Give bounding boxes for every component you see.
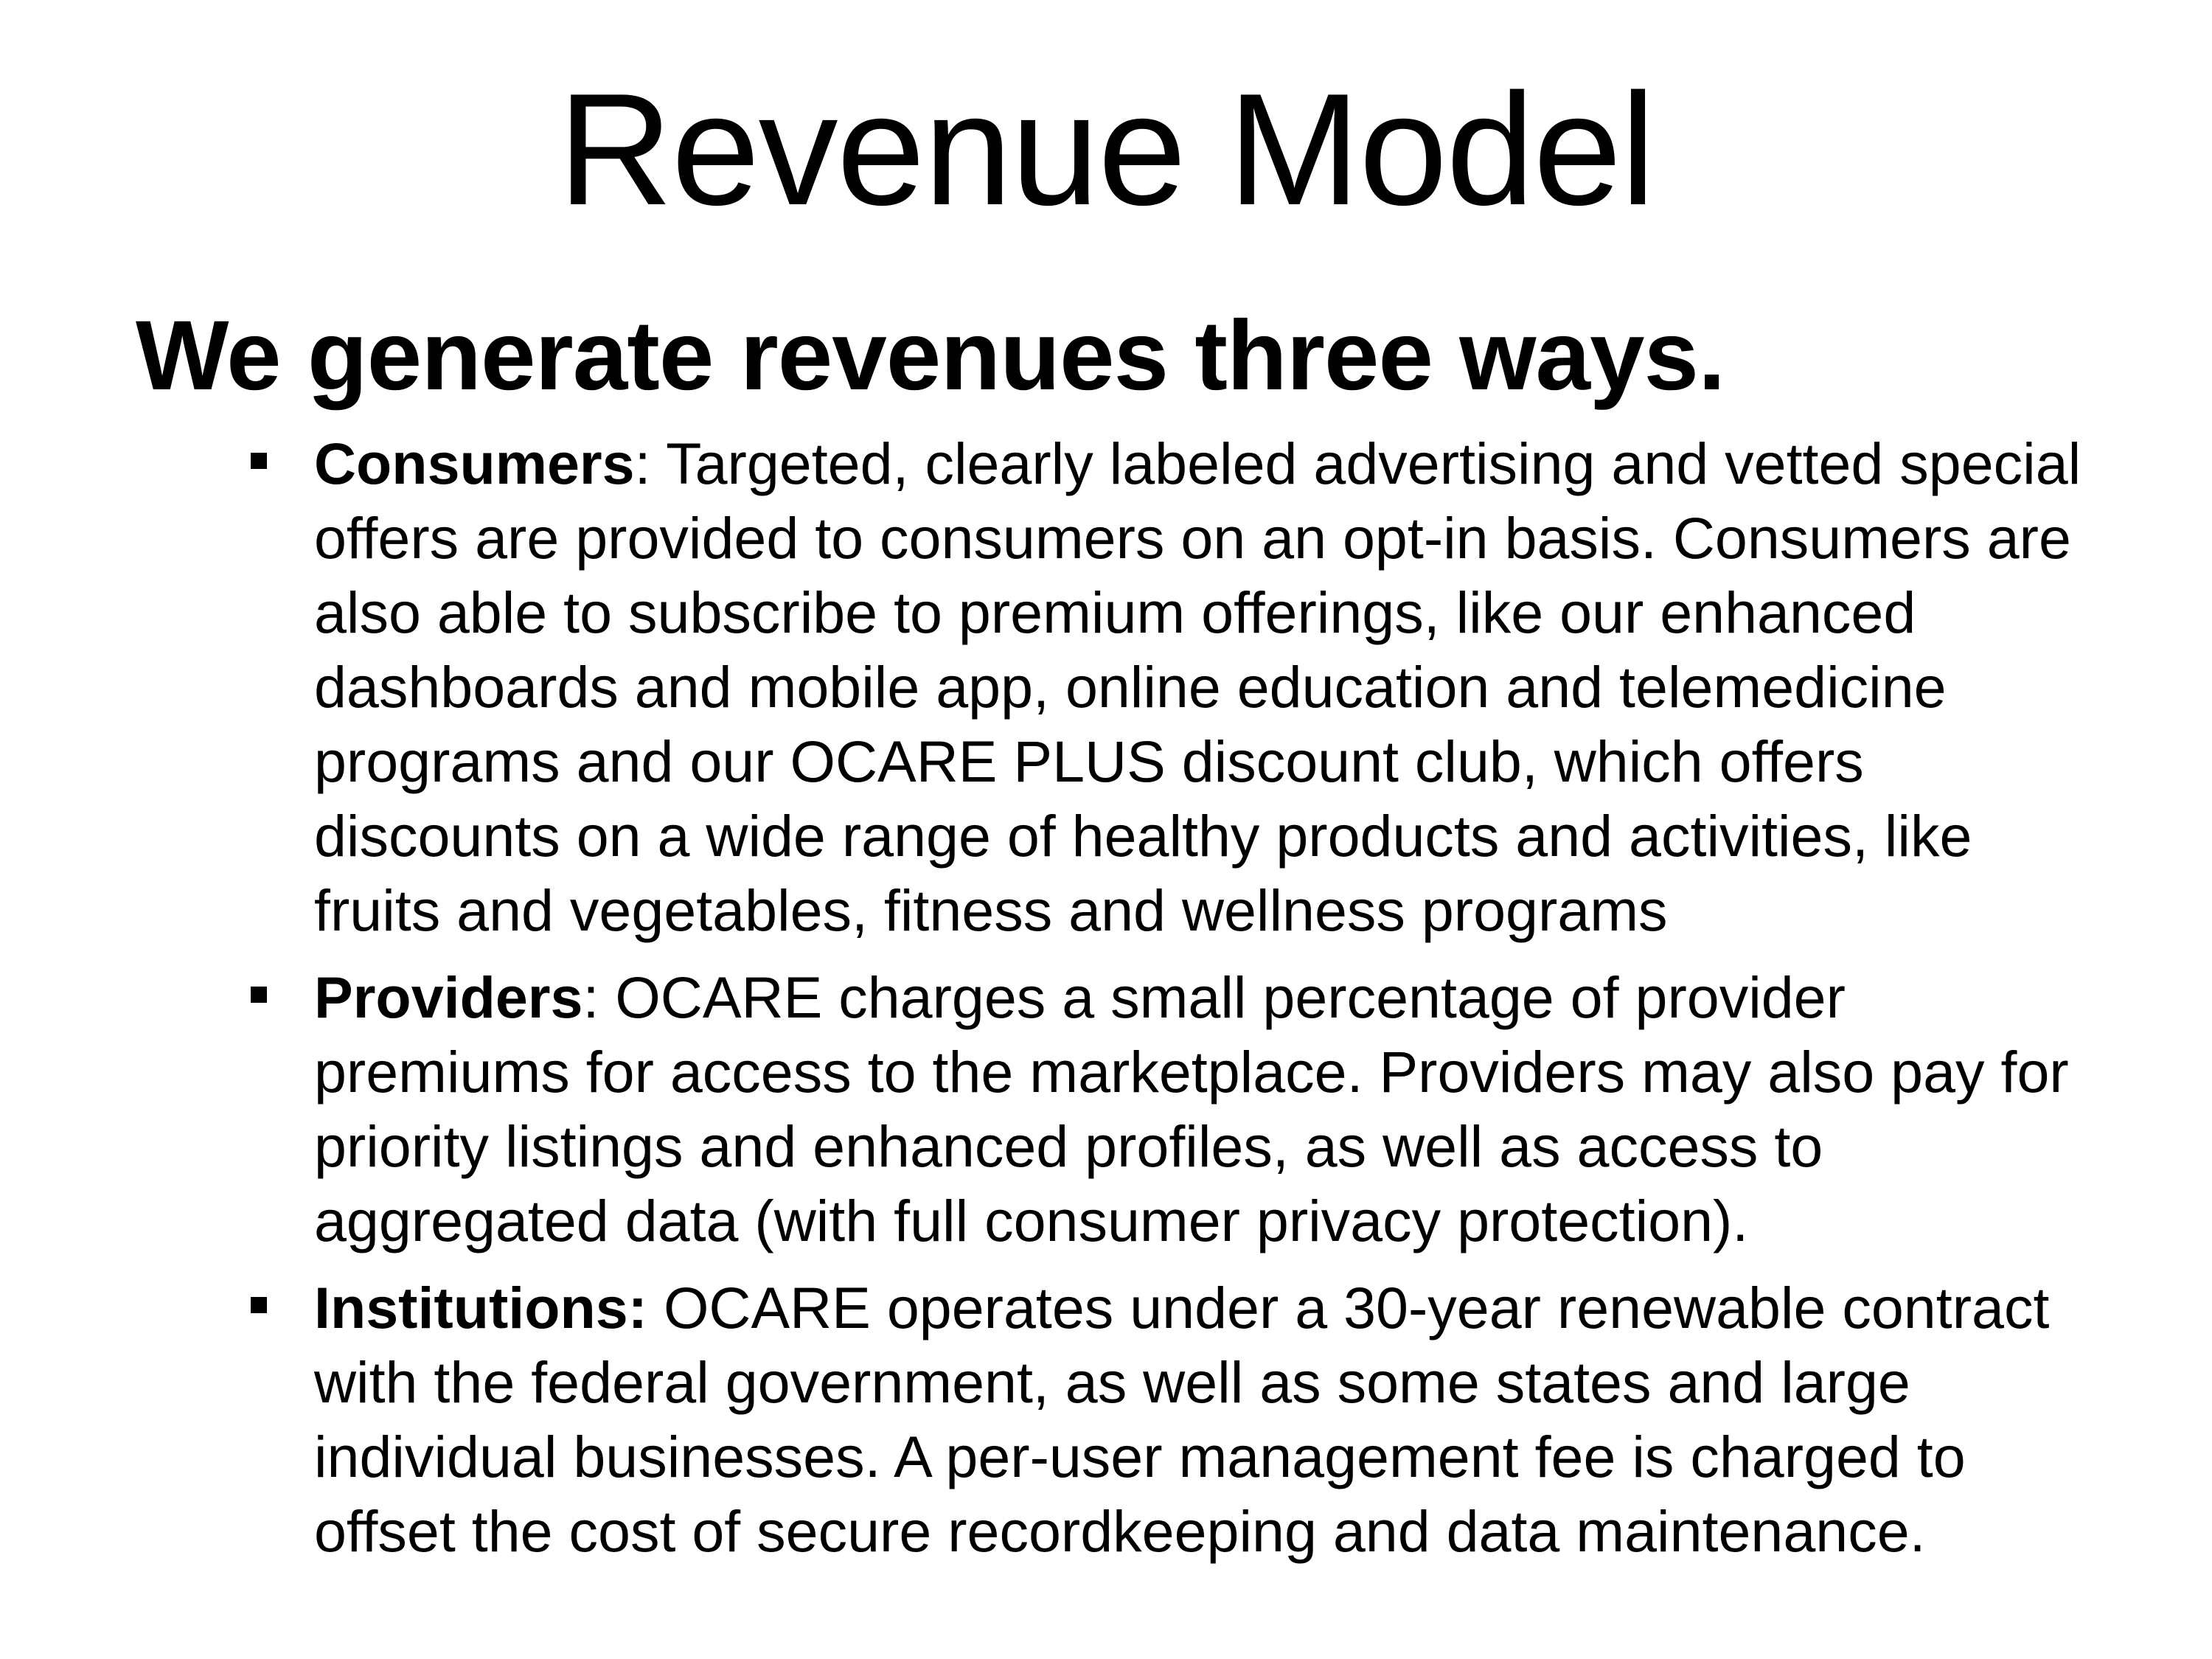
bullet-item-providers: [251, 960, 2094, 1258]
slide-title: Revenue Model: [557, 60, 1655, 238]
bullet-item-institutions: [251, 1270, 2094, 1568]
bullet-text: OCARE operates under a 30-year renewable contract with the federal government, as well as some states and large individual businesses. A per-user management fee is charged to offset the cost of secure recordkeeping and data maintenance.: [314, 1275, 2050, 1564]
bullet-separator: :: [582, 964, 616, 1030]
bullet-text: OCARE charges a small percentage of provider premiums for access to the marketplace. Providers may also pay for priority listings and enhanced profiles, as well as access to aggregated data (with full consumer privacy protection).: [314, 964, 2069, 1253]
slide-subtitle: We generate revenues three ways.: [136, 301, 1725, 411]
bullet-item-consumers: [251, 426, 2094, 947]
square-bullet-icon: [251, 1297, 267, 1313]
bullet-label: Institutions:: [314, 1275, 647, 1340]
square-bullet-icon: [251, 453, 267, 469]
bullet-separator: :: [634, 431, 667, 496]
bullet-separator: [647, 1275, 664, 1340]
bullet-label: Providers: [314, 964, 583, 1030]
square-bullet-icon: [251, 987, 267, 1003]
bullet-list: [251, 426, 2094, 1581]
bullet-label: Consumers: [314, 431, 635, 496]
bullet-text: Targeted, clearly labeled advertising and vetted special offers are provided to consumers on an opt-in basis. Consumers are also able to subscribe to premium offerings, like our enhanced dashboards and mobile app, online education and telemedicine programs and our OCARE PLUS discount club, which offers discounts on a wide range of healthy products and activities, like fruits and vegetables, fitness and wellness programs: [314, 431, 2081, 943]
